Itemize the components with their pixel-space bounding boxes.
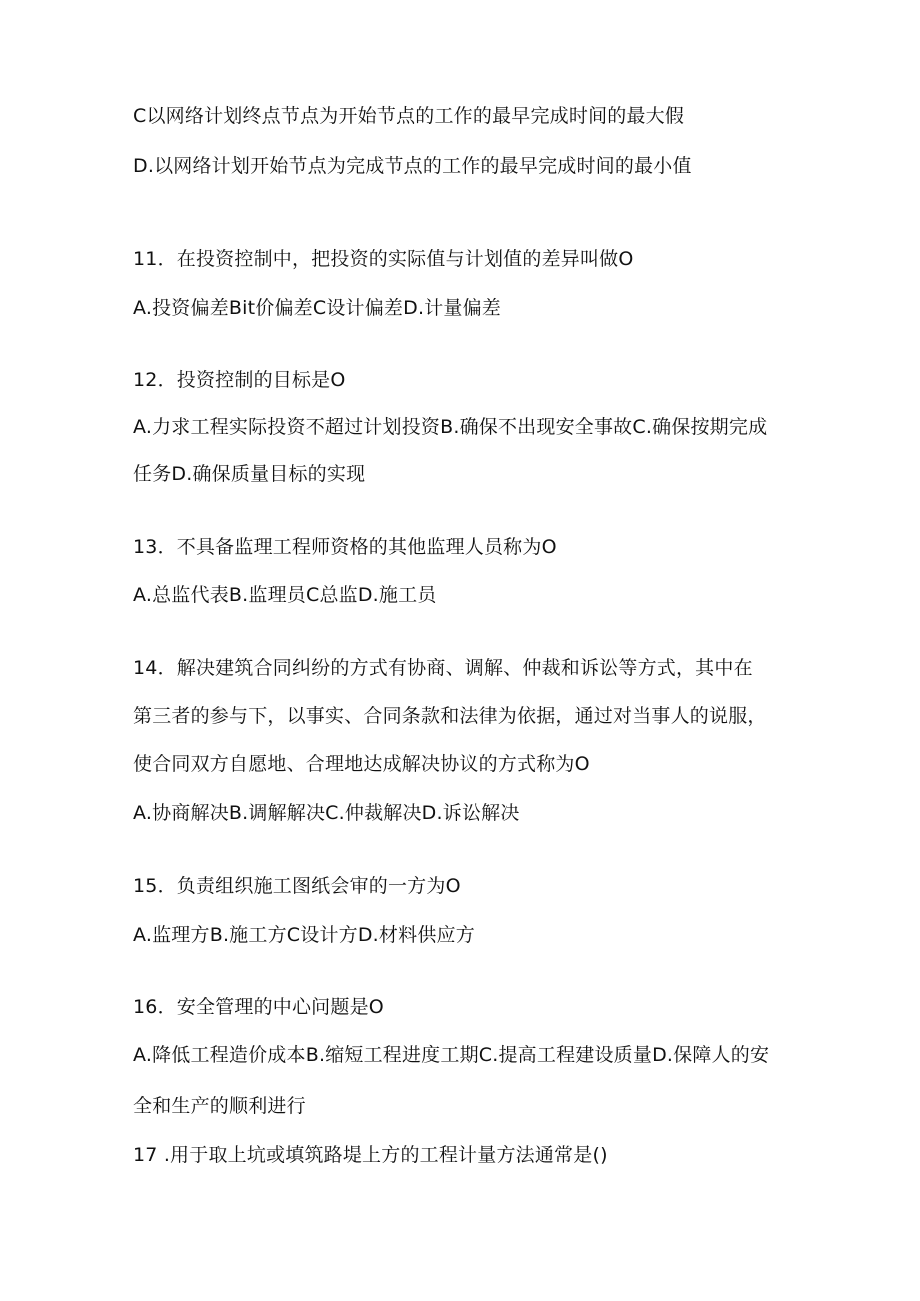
question-15-options: A.监理方B.施工方C设计方D.材料供应方: [133, 924, 475, 946]
question-11-options: A.投资偏差Bit价偏差C设计偏差D.计量偏差: [133, 297, 502, 319]
question-13-text: 13．不具备监理工程师资格的其他监理人员称为O: [133, 536, 557, 558]
question-15-text: 15．负责组织施工图纸会审的一方为O: [133, 875, 461, 897]
question-16-options-line-1: A.降低工程造价成本B.缩短工程进度工期C.提高工程建设质量D.保障人的安: [133, 1044, 770, 1066]
question-17-text: 17 .用于取上坑或填筑路堤上方的工程计量方法通常是(): [133, 1144, 608, 1166]
question-12-text: 12．投资控制的目标是O: [133, 369, 346, 391]
question-16-text: 16．安全管理的中心问题是O: [133, 996, 384, 1018]
question-14-text-line-2: 第三者的参与下，以事实、合同条款和法律为依据，通过对当事人的说服，: [133, 705, 767, 727]
question-14-options: A.协商解决B.调解解决C.仲裁解决D.诉讼解决: [133, 802, 520, 824]
option-line-d-prev-question: D.以网络计划开始节点为完成节点的工作的最早完成时间的最小值: [133, 155, 692, 177]
question-12-options-line-2: 任务D.确保质量目标的实现: [133, 463, 366, 485]
question-16-options-line-2: 全和生产的顺利进行: [133, 1095, 306, 1117]
question-12-options-line-1: A.力求工程实际投资不超过计划投资B.确保不出现安全事故C.确保按期完成: [133, 416, 768, 438]
question-14-text-line-3: 使合同双方自愿地、合理地达成解决协议的方式称为O: [133, 753, 590, 775]
question-13-options: A.总监代表B.监理员C总监D.施工员: [133, 584, 437, 606]
option-line-c-prev-question: C以网络计划终点节点为开始节点的工作的最早完成时间的最大假: [133, 105, 685, 127]
question-11-text: 11．在投资控制中，把投资的实际值与计划值的差异叫做O: [133, 248, 634, 270]
question-14-text-line-1: 14．解决建筑合同纠纷的方式有协商、调解、仲裁和诉讼等方式，其中在: [133, 657, 753, 679]
